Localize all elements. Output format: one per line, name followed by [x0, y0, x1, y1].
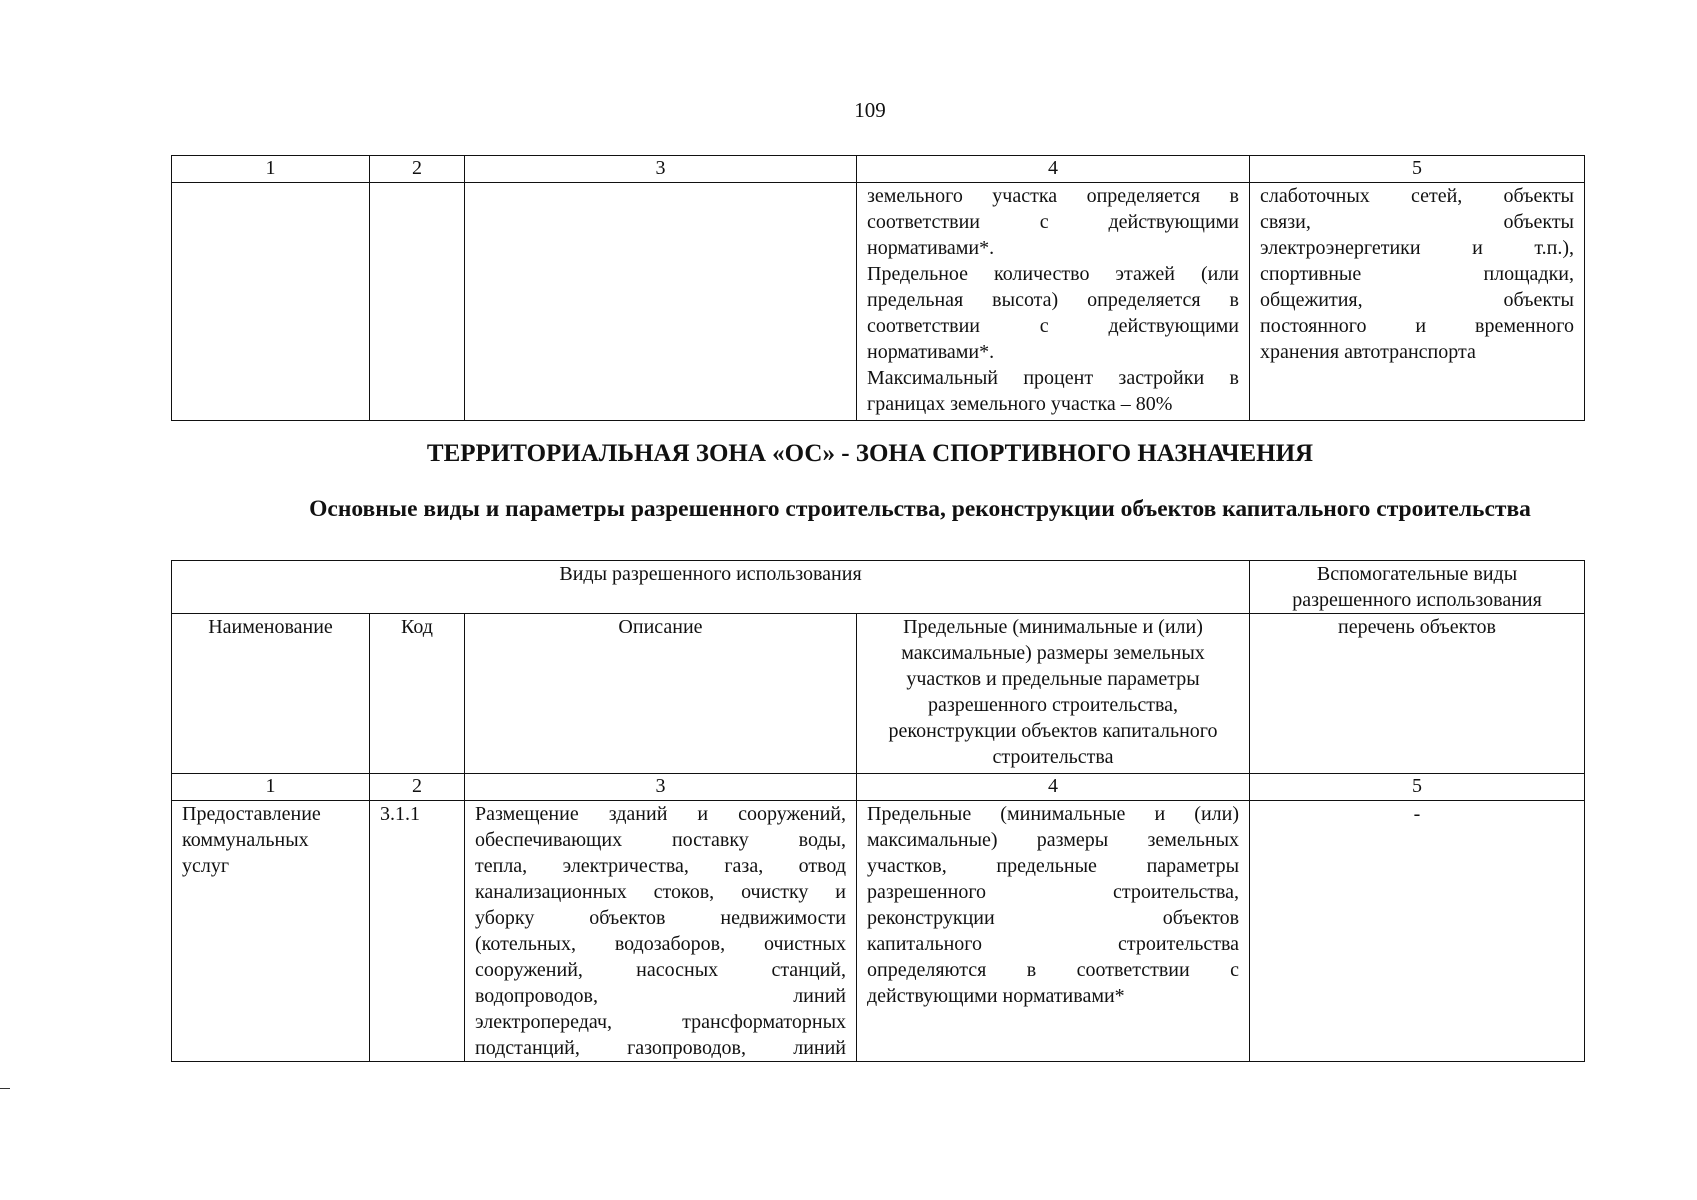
text-line: электропередач, трансформаторных	[475, 1011, 846, 1033]
page-number: 109	[854, 98, 886, 122]
empty-cell	[465, 183, 857, 421]
text-line: Максимальный процент застройки в	[867, 367, 1239, 389]
col-number: 2	[370, 156, 465, 183]
text-line: нормативами*.	[867, 237, 995, 259]
empty-cell	[172, 183, 370, 421]
table-row	[172, 183, 1585, 421]
usage-description-cell	[465, 801, 857, 1062]
text-line: разрешенного строительства,	[867, 881, 1240, 903]
text-line: сооружений, насосных станций,	[475, 959, 846, 981]
col-number: 3	[465, 156, 857, 183]
continuation-table	[171, 155, 1585, 421]
text-line: подстанций, газопроводов, линий	[475, 1037, 846, 1059]
text-line: соответствии с действующими	[867, 211, 1239, 233]
header-limits: Предельные (минимальные и (или) максимальные) размеры земельных участков и предельные параметры разрешенного строительства, реконструкции объектов капитального строительства	[857, 614, 1250, 774]
header-name: Наименование	[172, 614, 370, 774]
text-line: (котельных, водозаборов, очистных	[475, 933, 846, 955]
header-description: Описание	[465, 614, 857, 774]
text-line: постоянного и временного	[1260, 315, 1574, 337]
section-title: Основные виды и параметры разрешенного строительства, реконструкции объектов капитального строительства	[309, 496, 1531, 522]
objects-cell	[1250, 183, 1585, 421]
text-line: Предоставление	[182, 803, 321, 825]
scan-edge-mark	[0, 1088, 10, 1089]
text-line: связи, объекты	[1260, 211, 1574, 233]
text-line: обеспечивающих поставку воды,	[475, 829, 846, 851]
column-number-row	[172, 774, 1585, 801]
text-line: Предельные (минимальные и (или)	[867, 803, 1240, 825]
text-line: земельного участка определяется в	[867, 185, 1239, 207]
column-header-row	[172, 614, 1585, 774]
text-line: услуг	[182, 855, 230, 877]
table-row	[172, 801, 1585, 1062]
text-line: общежития, объекты	[1260, 289, 1574, 311]
text-line: Предельное количество этажей (или	[867, 263, 1239, 285]
text-line: канализационных стоков, очистку и	[475, 881, 846, 903]
text-line: тепла, электричества, газа, отвод	[475, 855, 846, 877]
text-line: слаботочных сетей, объекты	[1260, 185, 1574, 207]
empty-cell	[370, 183, 465, 421]
group-header: Виды разрешенного использования	[172, 561, 1250, 614]
col-number: 4	[857, 156, 1250, 183]
aux-header: Вспомогательные виды разрешенного использования	[1250, 561, 1585, 614]
col-number: 5	[1250, 774, 1585, 801]
text-line: электроэнергетики и т.п.),	[1260, 237, 1574, 259]
col-number: 1	[172, 774, 370, 801]
usage-limits-cell	[857, 801, 1250, 1062]
limits-cell	[857, 183, 1250, 421]
text-line: предельная высота) определяется в	[867, 289, 1239, 311]
text-line: участков, предельные параметры	[867, 855, 1240, 877]
header-objects: перечень объектов	[1250, 614, 1585, 774]
text-line: действующими нормативами*	[867, 985, 1125, 1007]
group-header-row	[172, 561, 1585, 614]
usage-code-cell: 3.1.1	[370, 801, 465, 1062]
main-table	[171, 560, 1585, 1062]
header-code: Код	[370, 614, 465, 774]
col-number: 2	[370, 774, 465, 801]
text-line: границах земельного участка – 80%	[867, 393, 1173, 415]
usage-name-cell	[172, 801, 370, 1062]
text-line: нормативами*.	[867, 341, 995, 363]
column-number-row	[172, 156, 1585, 183]
text-line: спортивные площадки,	[1260, 263, 1574, 285]
text-line: капитального строительства	[867, 933, 1240, 955]
col-number: 3	[465, 774, 857, 801]
text-line: водопроводов, линий	[475, 985, 846, 1007]
zone-title: ТЕРРИТОРИАЛЬНАЯ ЗОНА «ОС» - ЗОНА СПОРТИВНОГО НАЗНАЧЕНИЯ	[426, 440, 1314, 467]
text-line: максимальные) размеры земельных	[867, 829, 1240, 851]
col-number: 4	[857, 774, 1250, 801]
col-number: 5	[1250, 156, 1585, 183]
text-line: коммунальных	[182, 829, 309, 851]
text-line: определяются в соответствии с	[867, 959, 1240, 981]
usage-objects-cell: -	[1250, 801, 1585, 1062]
text-line: уборку объектов недвижимости	[475, 907, 846, 929]
col-number: 1	[172, 156, 370, 183]
text-line: соответствии с действующими	[867, 315, 1239, 337]
text-line: Размещение зданий и сооружений,	[475, 803, 846, 825]
text-line: хранения автотранспорта	[1260, 341, 1476, 363]
text-line: реконструкции объектов	[867, 907, 1240, 929]
